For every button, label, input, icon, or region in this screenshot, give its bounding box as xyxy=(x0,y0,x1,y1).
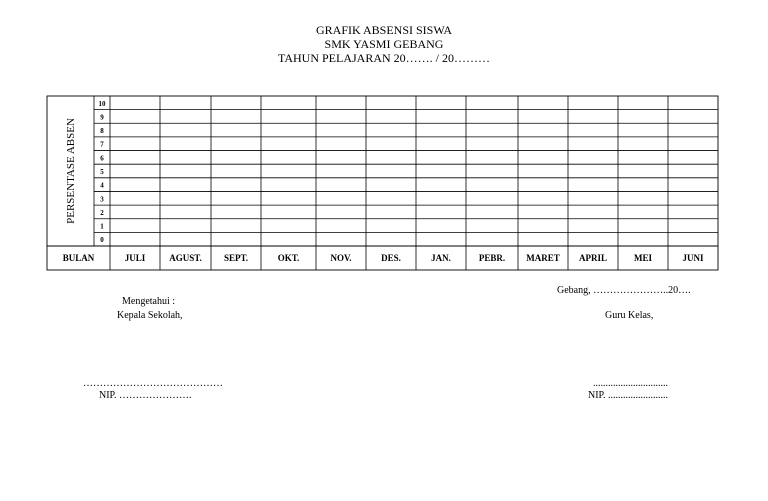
month-label: OKT. xyxy=(277,253,300,263)
principal-name-line: …………………………………… xyxy=(83,378,223,389)
y-tick-label: 5 xyxy=(100,168,104,176)
month-label: NOV. xyxy=(330,253,352,263)
principal-title: Kepala Sekolah, xyxy=(117,310,183,321)
teacher-title: Guru Kelas, xyxy=(605,310,654,321)
teacher-name-line: .............................. xyxy=(593,378,668,389)
chart-border xyxy=(47,96,718,270)
month-label: JULI xyxy=(124,253,146,263)
y-tick-label: 8 xyxy=(100,127,104,136)
month-label: APRIL xyxy=(578,253,608,263)
school-name: SMK YASMI GEBANG xyxy=(324,37,444,51)
month-row-label: BULAN xyxy=(62,253,95,263)
month-label: AGUST. xyxy=(169,253,202,263)
month-label: SEPT. xyxy=(223,253,249,263)
month-label: MARET xyxy=(526,253,560,263)
y-tick-label: 3 xyxy=(100,195,104,204)
y-tick-label: 4 xyxy=(100,181,104,190)
y-tick-label: 1 xyxy=(100,222,104,231)
y-axis-label: PERSENTASE ABSEN xyxy=(65,118,77,224)
y-tick-label: 7 xyxy=(100,140,104,149)
y-tick-label: 6 xyxy=(100,154,104,163)
place-date: Gebang, …………………..20…. xyxy=(557,285,691,296)
academic-year: TAHUN PELAJARAN 20……. / 20……… xyxy=(277,51,491,65)
month-label: DES. xyxy=(381,253,401,263)
y-tick-label: 10 xyxy=(98,99,106,108)
month-label: JAN. xyxy=(431,253,451,263)
acknowledge-label: Mengetahui : xyxy=(122,296,176,307)
month-label: MEI xyxy=(634,253,652,263)
teacher-nip: NIP. ........................ xyxy=(588,390,669,401)
month-label: PEBR. xyxy=(478,253,506,263)
principal-nip: NIP. …………………. xyxy=(99,390,192,401)
y-tick-label: 2 xyxy=(100,208,104,217)
y-tick-label: 9 xyxy=(100,113,104,122)
month-label: JUNI xyxy=(682,253,704,263)
document-title: GRAFIK ABSENSI SISWA xyxy=(315,23,453,37)
y-tick-label: 0 xyxy=(100,236,104,245)
